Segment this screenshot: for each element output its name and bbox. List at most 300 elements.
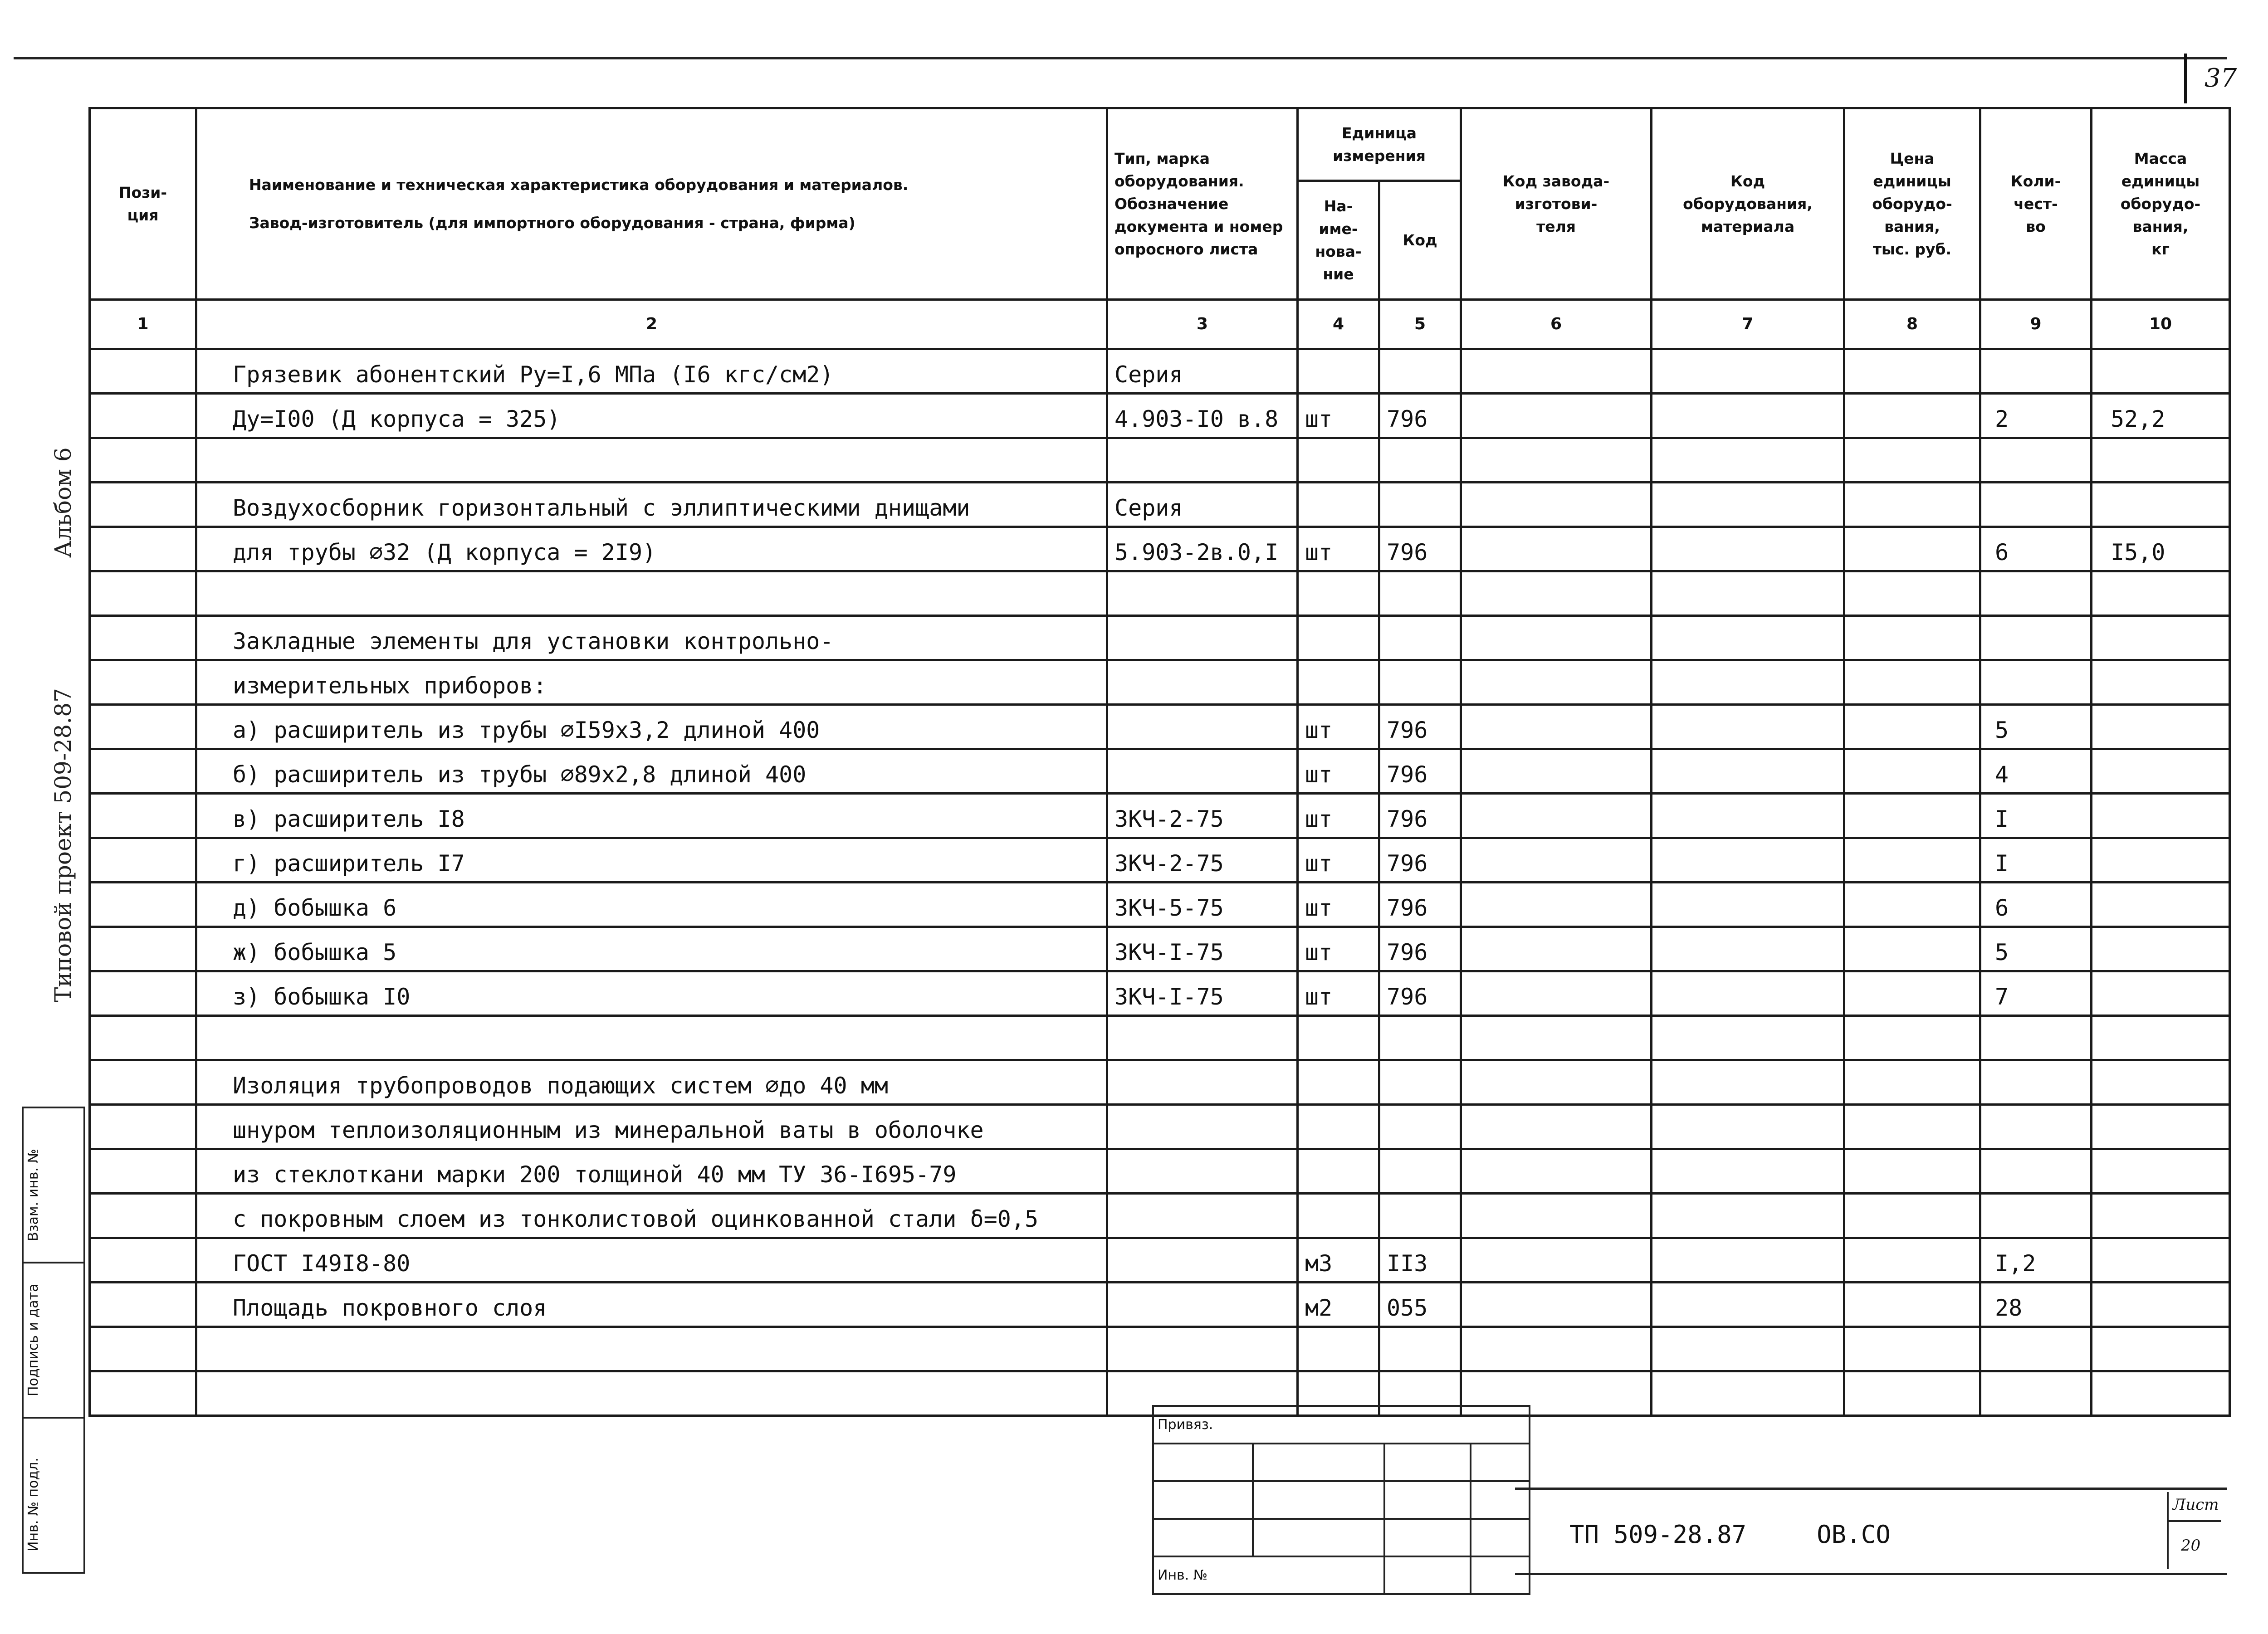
plant-code-cell (1461, 527, 1652, 571)
table-row (90, 883, 2230, 927)
column-number: 3 (1107, 300, 1298, 349)
unit-code-cell: 796 (1379, 838, 1461, 883)
sheet-divider (2167, 1520, 2221, 1522)
type-cell (1107, 1283, 1298, 1327)
equipment-code-cell (1652, 1016, 1844, 1060)
unit-name-cell (1298, 1149, 1379, 1194)
unit-code-cell: 796 (1379, 705, 1461, 749)
column-number: 8 (1844, 300, 1980, 349)
type-cell: 4.903-I0 в.8 (1107, 394, 1298, 438)
plant-code-cell (1461, 705, 1652, 749)
unit-name-cell: м3 (1298, 1238, 1379, 1283)
header-name-line2: Завод-изготовитель (для импортного оборудования - страна, фирма) (249, 214, 855, 232)
equipment-code-cell (1652, 483, 1844, 527)
unit-name-cell (1298, 349, 1379, 394)
quantity-cell: 5 (1980, 705, 2092, 749)
header-mass: Масса единицы оборудо- вания, кг (2092, 108, 2230, 300)
price-cell (1844, 1149, 1980, 1194)
binding-inv-original: Инв. № подл. (25, 1458, 41, 1551)
position-cell (90, 616, 196, 660)
type-cell (1107, 705, 1298, 749)
equipment-code-cell (1652, 1327, 1844, 1371)
mass-cell (2092, 349, 2230, 394)
plant-code-cell (1461, 1327, 1652, 1371)
quantity-cell (1980, 438, 2092, 483)
name-cell: с покровным слоем из тонколистовой оцинкованной стали δ=0,5 (196, 1194, 1107, 1238)
position-cell (90, 1149, 196, 1194)
mass-cell (2092, 1194, 2230, 1238)
plant-code-cell (1461, 438, 1652, 483)
position-cell (90, 927, 196, 971)
mass-cell (2092, 660, 2230, 705)
equipment-code-cell (1652, 571, 1844, 616)
unit-code-cell (1379, 1060, 1461, 1105)
name-cell (196, 1371, 1107, 1416)
plant-code-cell (1461, 1060, 1652, 1105)
quantity-cell (1980, 616, 2092, 660)
name-cell: а) расширитель из трубы ∅I59х3,2 длиной 400 (196, 705, 1107, 749)
position-cell (90, 883, 196, 927)
price-cell (1844, 1060, 1980, 1105)
approval-stamp (1152, 1405, 1530, 1595)
price-cell (1844, 971, 1980, 1016)
quantity-cell (1980, 1327, 2092, 1371)
position-cell (90, 1238, 196, 1283)
side-label-project: Типовой проект 509-28.87 (50, 688, 76, 1002)
stamp-prived: Привяз. (1153, 1406, 1530, 1444)
unit-code-cell: 796 (1379, 927, 1461, 971)
position-cell (90, 660, 196, 705)
equipment-code-cell (1652, 438, 1844, 483)
quantity-cell: 5 (1980, 927, 2092, 971)
name-cell: Воздухосборник горизонтальный с эллиптическими днищами (196, 483, 1107, 527)
table-row (90, 794, 2230, 838)
quantity-cell (1980, 349, 2092, 394)
equipment-code-cell (1652, 349, 1844, 394)
mass-cell (2092, 883, 2230, 927)
quantity-cell: 6 (1980, 883, 2092, 927)
position-cell (90, 1105, 196, 1149)
position-cell (90, 1327, 196, 1371)
position-cell (90, 394, 196, 438)
quantity-cell: I (1980, 794, 2092, 838)
price-cell (1844, 1194, 1980, 1238)
binding-stamp (22, 1107, 85, 1574)
table-row (90, 1194, 2230, 1238)
equipment-code-cell (1652, 749, 1844, 794)
unit-code-cell: 055 (1379, 1283, 1461, 1327)
type-cell (1107, 749, 1298, 794)
position-cell (90, 571, 196, 616)
type-cell: Серия (1107, 483, 1298, 527)
specification-table (88, 107, 2231, 1417)
unit-name-cell: шт (1298, 749, 1379, 794)
unit-name-cell (1298, 1060, 1379, 1105)
column-number: 10 (2092, 300, 2230, 349)
table-row (90, 571, 2230, 616)
unit-name-cell (1298, 1105, 1379, 1149)
unit-name-cell: шт (1298, 794, 1379, 838)
name-cell: шнуром теплоизоляционным из минеральной ваты в оболочке (196, 1105, 1107, 1149)
position-cell (90, 1016, 196, 1060)
equipment-code-cell (1652, 1149, 1844, 1194)
type-cell: ЗКЧ-I-75 (1107, 927, 1298, 971)
equipment-code-cell (1652, 527, 1844, 571)
binding-signature-date: Подпись и дата (25, 1283, 41, 1396)
equipment-code-cell (1652, 1238, 1844, 1283)
name-cell: в) расширитель I8 (196, 794, 1107, 838)
type-cell (1107, 571, 1298, 616)
price-cell (1844, 438, 1980, 483)
column-number: 9 (1980, 300, 2092, 349)
plant-code-cell (1461, 749, 1652, 794)
unit-name-cell (1298, 660, 1379, 705)
mass-cell (2092, 1327, 2230, 1371)
plant-code-cell (1461, 660, 1652, 705)
quantity-cell (1980, 660, 2092, 705)
price-cell (1844, 927, 1980, 971)
name-cell: д) бобышка 6 (196, 883, 1107, 927)
page-number-bar (2184, 54, 2187, 103)
quantity-cell (1980, 1371, 2092, 1416)
unit-code-cell (1379, 616, 1461, 660)
name-cell: Закладные элементы для установки контрольно- (196, 616, 1107, 660)
equipment-code-cell (1652, 660, 1844, 705)
price-cell (1844, 838, 1980, 883)
equipment-code-cell (1652, 838, 1844, 883)
unit-name-cell: шт (1298, 971, 1379, 1016)
position-cell (90, 838, 196, 883)
unit-name-cell: шт (1298, 705, 1379, 749)
column-number: 6 (1461, 300, 1652, 349)
unit-code-cell: 796 (1379, 883, 1461, 927)
price-cell (1844, 794, 1980, 838)
header-position: Пози- ция (90, 108, 196, 300)
unit-name-cell (1298, 1327, 1379, 1371)
unit-name-cell: шт (1298, 838, 1379, 883)
table-row (90, 1016, 2230, 1060)
name-cell: из стеклоткани марки 200 толщиной 40 мм ТУ 36-I695-79 (196, 1149, 1107, 1194)
plant-code-cell (1461, 1194, 1652, 1238)
plant-code-cell (1461, 794, 1652, 838)
type-cell (1107, 1149, 1298, 1194)
table-row (90, 394, 2230, 438)
name-cell (196, 438, 1107, 483)
unit-code-cell (1379, 1105, 1461, 1149)
quantity-cell (1980, 1060, 2092, 1105)
name-cell: б) расширитель из трубы ∅89х2,8 длиной 400 (196, 749, 1107, 794)
unit-name-cell (1298, 571, 1379, 616)
quantity-cell: 28 (1980, 1283, 2092, 1327)
table-row (90, 705, 2230, 749)
table-row (90, 1149, 2230, 1194)
name-cell: Грязевик абонентский Ру=I,6 МПа (I6 кгс/см2) (196, 349, 1107, 394)
doc-code (1569, 1520, 1891, 1549)
mass-cell (2092, 1060, 2230, 1105)
equipment-code-cell (1652, 1371, 1844, 1416)
top-rule (14, 57, 2227, 59)
unit-name-cell (1298, 616, 1379, 660)
equipment-code-cell (1652, 1060, 1844, 1105)
type-cell (1107, 1105, 1298, 1149)
table-row (90, 349, 2230, 394)
quantity-cell: 4 (1980, 749, 2092, 794)
unit-code-cell (1379, 349, 1461, 394)
quantity-cell: I,2 (1980, 1238, 2092, 1283)
sheet-number: 20 (2181, 1536, 2201, 1555)
header-unit-name: На- име- нова- ние (1298, 181, 1379, 300)
unit-code-cell: 796 (1379, 394, 1461, 438)
price-cell (1844, 660, 1980, 705)
equipment-code-cell (1652, 1194, 1844, 1238)
table-row (90, 438, 2230, 483)
column-number-row (90, 300, 2230, 349)
table-row (90, 1283, 2230, 1327)
plant-code-cell (1461, 1105, 1652, 1149)
mass-cell (2092, 794, 2230, 838)
unit-code-cell: 796 (1379, 527, 1461, 571)
position-cell (90, 438, 196, 483)
plant-code-cell (1461, 571, 1652, 616)
unit-code-cell (1379, 1327, 1461, 1371)
name-cell: для трубы ∅32 (Д корпуса = 2I9) (196, 527, 1107, 571)
type-cell (1107, 1194, 1298, 1238)
mass-cell (2092, 838, 2230, 883)
quantity-cell (1980, 483, 2092, 527)
price-cell (1844, 349, 1980, 394)
header-unit-code: Код (1379, 181, 1461, 300)
plant-code-cell (1461, 616, 1652, 660)
position-cell (90, 794, 196, 838)
type-cell: ЗКЧ-2-75 (1107, 794, 1298, 838)
unit-name-cell: шт (1298, 927, 1379, 971)
table-row (90, 1238, 2230, 1283)
name-cell (196, 571, 1107, 616)
unit-name-cell (1298, 1016, 1379, 1060)
position-cell (90, 1371, 196, 1416)
equipment-code-cell (1652, 927, 1844, 971)
price-cell (1844, 705, 1980, 749)
unit-name-cell: шт (1298, 394, 1379, 438)
type-cell (1107, 1327, 1298, 1371)
plant-code-cell (1461, 1283, 1652, 1327)
stamp-inv-no: Инв. № (1153, 1556, 1384, 1594)
name-cell: Изоляция трубопроводов подающих систем ∅до 40 мм (196, 1060, 1107, 1105)
position-cell (90, 1283, 196, 1327)
equipment-code-cell (1652, 705, 1844, 749)
quantity-cell (1980, 1149, 2092, 1194)
mass-cell (2092, 483, 2230, 527)
page-number: 37 (2204, 63, 2237, 93)
type-cell: 5.903-2в.0,I (1107, 527, 1298, 571)
mass-cell (2092, 749, 2230, 794)
position-cell (90, 971, 196, 1016)
column-number: 7 (1652, 300, 1844, 349)
quantity-cell: 2 (1980, 394, 2092, 438)
mass-cell (2092, 438, 2230, 483)
table-row (90, 971, 2230, 1016)
unit-code-cell (1379, 1016, 1461, 1060)
table-row (90, 616, 2230, 660)
name-cell: Площадь покровного слоя (196, 1283, 1107, 1327)
name-cell (196, 1327, 1107, 1371)
column-number: 2 (196, 300, 1107, 349)
table-row (90, 1327, 2230, 1371)
table-row (90, 749, 2230, 794)
header-equipment-code: Код оборудования, материала (1652, 108, 1844, 300)
price-cell (1844, 883, 1980, 927)
mass-cell (2092, 1149, 2230, 1194)
plant-code-cell (1461, 838, 1652, 883)
equipment-code-cell (1652, 616, 1844, 660)
quantity-cell (1980, 1016, 2092, 1060)
unit-name-cell: м2 (1298, 1283, 1379, 1327)
unit-code-cell: 796 (1379, 971, 1461, 1016)
plant-code-cell (1461, 971, 1652, 1016)
price-cell (1844, 1105, 1980, 1149)
unit-code-cell: 796 (1379, 794, 1461, 838)
mass-cell (2092, 1283, 2230, 1327)
header-quantity: Коли- чест- во (1980, 108, 2092, 300)
plant-code-cell (1461, 394, 1652, 438)
price-cell (1844, 1283, 1980, 1327)
header-unit-group: Единица измерения (1298, 108, 1461, 181)
plant-code-cell (1461, 927, 1652, 971)
quantity-cell (1980, 1105, 2092, 1149)
name-cell: измерительных приборов: (196, 660, 1107, 705)
column-number: 1 (90, 300, 196, 349)
unit-code-cell (1379, 660, 1461, 705)
equipment-code-cell (1652, 394, 1844, 438)
unit-code-cell (1379, 571, 1461, 616)
type-cell (1107, 1060, 1298, 1105)
column-number: 5 (1379, 300, 1461, 349)
price-cell (1844, 749, 1980, 794)
price-cell (1844, 1371, 1980, 1416)
unit-code-cell: II3 (1379, 1238, 1461, 1283)
quantity-cell (1980, 1194, 2092, 1238)
type-cell (1107, 438, 1298, 483)
header-name (196, 108, 1107, 300)
mass-cell (2092, 616, 2230, 660)
unit-code-cell (1379, 438, 1461, 483)
equipment-code-cell (1652, 971, 1844, 1016)
name-cell: з) бобышка I0 (196, 971, 1107, 1016)
unit-name-cell (1298, 1194, 1379, 1238)
unit-code-cell: 796 (1379, 749, 1461, 794)
mass-cell (2092, 971, 2230, 1016)
header-plant-code: Код завода-изготови- теля (1461, 108, 1652, 300)
header-price: Цена единицы оборудо- вания, тыс. руб. (1844, 108, 1980, 300)
type-cell: Серия (1107, 349, 1298, 394)
price-cell (1844, 1327, 1980, 1371)
table-row (90, 660, 2230, 705)
equipment-code-cell (1652, 794, 1844, 838)
binding-replace-inv: Взам. инв. № (25, 1149, 41, 1241)
price-cell (1844, 1016, 1980, 1060)
name-cell: ж) бобышка 5 (196, 927, 1107, 971)
price-cell (1844, 527, 1980, 571)
unit-code-cell (1379, 1149, 1461, 1194)
quantity-cell (1980, 571, 2092, 616)
unit-name-cell (1298, 438, 1379, 483)
table-row (90, 927, 2230, 971)
mass-cell (2092, 1238, 2230, 1283)
mass-cell (2092, 705, 2230, 749)
type-cell: ЗКЧ-2-75 (1107, 838, 1298, 883)
table-row (90, 838, 2230, 883)
position-cell (90, 1194, 196, 1238)
name-cell: г) расширитель I7 (196, 838, 1107, 883)
unit-code-cell (1379, 483, 1461, 527)
table-row (90, 1105, 2230, 1149)
quantity-cell: I (1980, 838, 2092, 883)
sheet-label: Лист (2173, 1496, 2219, 1514)
type-cell: ЗКЧ-5-75 (1107, 883, 1298, 927)
equipment-code-cell (1652, 883, 1844, 927)
equipment-code-cell (1652, 1283, 1844, 1327)
mass-cell (2092, 1016, 2230, 1060)
mass-cell (2092, 927, 2230, 971)
plant-code-cell (1461, 483, 1652, 527)
position-cell (90, 483, 196, 527)
mass-cell: I5,0 (2092, 527, 2230, 571)
price-cell (1844, 483, 1980, 527)
price-cell (1844, 571, 1980, 616)
unit-name-cell: шт (1298, 883, 1379, 927)
mass-cell (2092, 1105, 2230, 1149)
plant-code-cell (1461, 883, 1652, 927)
mass-cell (2092, 1371, 2230, 1416)
quantity-cell: 7 (1980, 971, 2092, 1016)
name-cell: ГОСТ I49I8-80 (196, 1238, 1107, 1283)
header-type: Тип, марка оборудования. Обозначение документа и номер опросного листа (1107, 108, 1298, 300)
table-row (90, 1060, 2230, 1105)
position-cell (90, 749, 196, 794)
mass-cell (2092, 571, 2230, 616)
unit-code-cell (1379, 1194, 1461, 1238)
doc-code-number: ТП 509-28.87 (1569, 1520, 1747, 1549)
price-cell (1844, 616, 1980, 660)
type-cell (1107, 616, 1298, 660)
plant-code-cell (1461, 1016, 1652, 1060)
unit-name-cell (1298, 483, 1379, 527)
plant-code-cell (1461, 1238, 1652, 1283)
type-cell: ЗКЧ-I-75 (1107, 971, 1298, 1016)
quantity-cell: 6 (1980, 527, 2092, 571)
price-cell (1844, 394, 1980, 438)
header-name-line1: Наименование и техническая характеристика оборудования и материалов. (249, 176, 909, 194)
name-cell (196, 1016, 1107, 1060)
type-cell (1107, 660, 1298, 705)
type-cell (1107, 1238, 1298, 1283)
plant-code-cell (1461, 1149, 1652, 1194)
price-cell (1844, 1238, 1980, 1283)
plant-code-cell (1461, 349, 1652, 394)
unit-name-cell: шт (1298, 527, 1379, 571)
equipment-code-cell (1652, 1105, 1844, 1149)
position-cell (90, 527, 196, 571)
position-cell (90, 349, 196, 394)
type-cell (1107, 1016, 1298, 1060)
side-label-album: Альбом 6 (50, 447, 76, 558)
table-row (90, 527, 2230, 571)
position-cell (90, 1060, 196, 1105)
mass-cell: 52,2 (2092, 394, 2230, 438)
column-number: 4 (1298, 300, 1379, 349)
name-cell: Ду=I00 (Д корпуса = 325) (196, 394, 1107, 438)
table-row (90, 483, 2230, 527)
